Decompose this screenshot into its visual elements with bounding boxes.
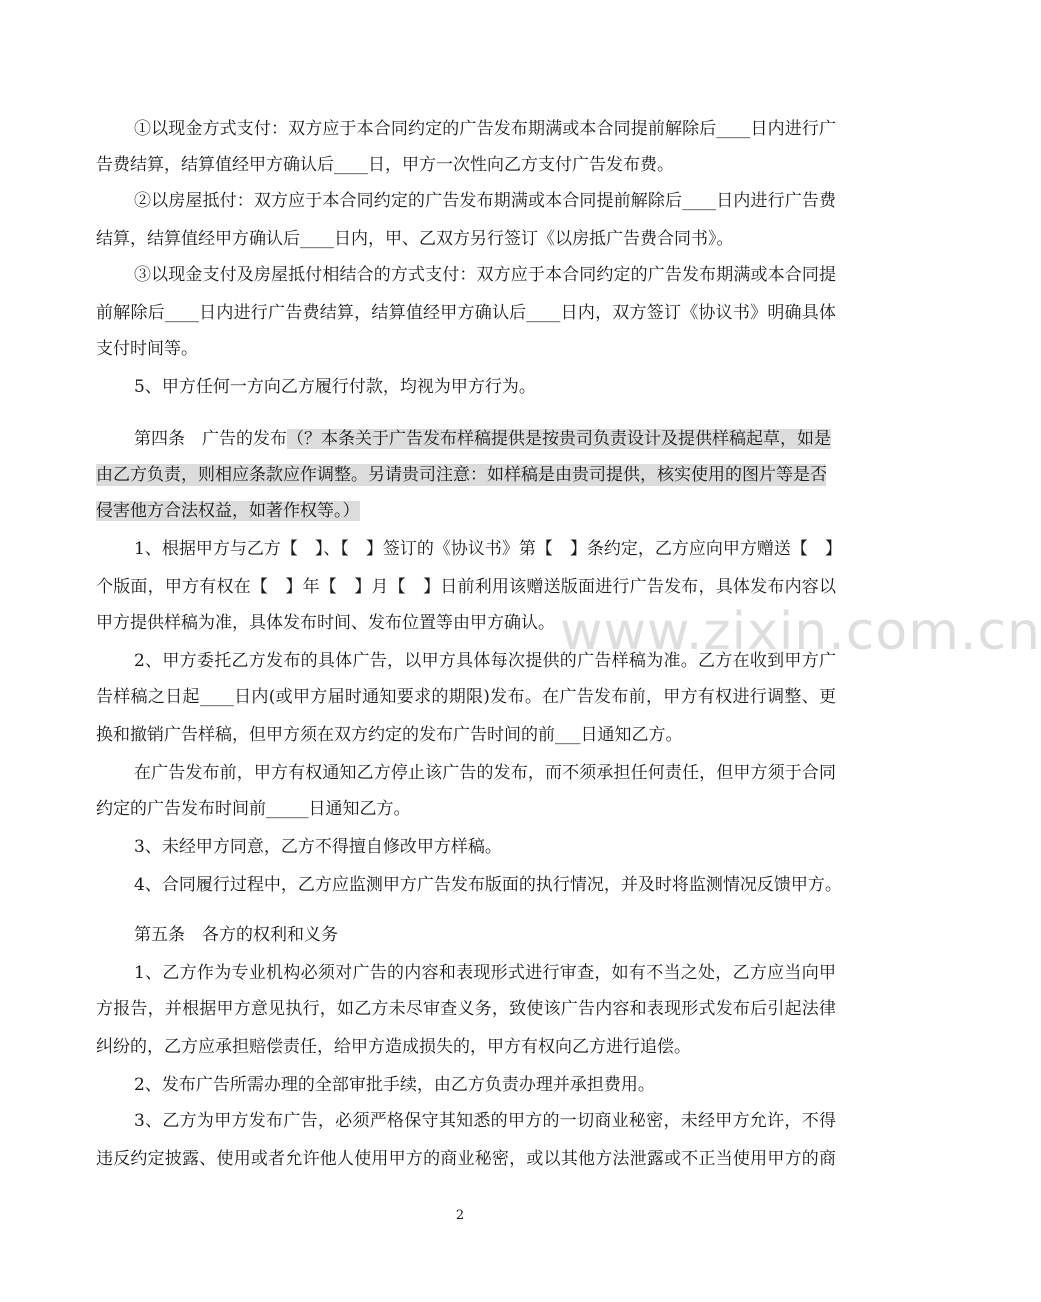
text-line: 换和撤销广告样稿，但甲方须在双方约定的发布广告时间的前___日通知乙方。 <box>96 725 683 745</box>
text-line: 告费结算，结算值经甲方确认后____日，甲方一次性向乙方支付广告发布费。 <box>96 155 674 175</box>
text-line: 纠纷的，乙方应承担赔偿责任，给甲方造成损失的，甲方有权向乙方进行追偿。 <box>96 1037 691 1057</box>
article-5-heading: 第五条 各方的权利和义务 <box>134 925 338 945</box>
text-line: 5、甲方任何一方向乙方履行付款，均视为甲方行为。 <box>134 377 536 397</box>
text-line: 2、甲方委托乙方发布的具体广告，以甲方具体每次提供的广告样稿为准。乙方在收到甲方广 <box>134 651 836 671</box>
text-line: 个版面，甲方有权在【 】年【 】月【 】日前利用该赠送版面进行广告发布，具体发布内容以 <box>96 577 836 597</box>
article-4-title: 第四条 广告的发布 <box>134 429 287 449</box>
text-line-highlighted: 由乙方负责，则相应条款应作调整。另请贵司注意：如样稿是由贵司提供，核实使用的图片等是否 <box>96 465 827 485</box>
article-4-note: （？本条关于广告发布样稿提供是按贵司负责设计及提供样稿起草，如是 <box>287 429 831 449</box>
article-4-heading <box>134 428 831 450</box>
text-line: 1、乙方作为专业机构必须对广告的内容和表现形式进行审查，如有不当之处，乙方应当向甲 <box>134 963 836 983</box>
text-line: ①以现金方式支付：双方应于本合同约定的广告发布期满或本合同提前解除后____日内进行广 <box>134 119 836 139</box>
text-line: 在广告发布前，甲方有权通知乙方停止该广告的发布，而不须承担任何责任，但甲方须于合同 <box>134 763 836 783</box>
text-line: ③以现金支付及房屋抵付相结合的方式支付：双方应于本合同约定的广告发布期满或本合同提 <box>134 265 836 285</box>
text-line: 告样稿之日起____日内(或甲方届时通知要求的期限)发布。在广告发布前，甲方有权进行调整、更 <box>96 687 836 707</box>
text-line: 1、根据甲方与乙方【 】、【 】签订的《协议书》第【 】条约定，乙方应向甲方赠送【 】 <box>134 539 842 559</box>
text-line-highlighted: 侵害他方合法权益，如著作权等。） <box>96 501 360 521</box>
text-line: 2、发布广告所需办理的全部审批手续，由乙方负责办理并承担费用。 <box>134 1075 655 1095</box>
text-line: 约定的广告发布时间前_____日通知乙方。 <box>96 799 411 819</box>
text-line: 4、合同履行过程中，乙方应监测甲方广告发布版面的执行情况，并及时将监测情况反馈甲方。 <box>134 875 842 895</box>
text-line: ②以房屋抵付：双方应于本合同约定的广告发布期满或本合同提前解除后____日内进行广告费 <box>134 191 836 211</box>
text-line: 违反约定披露、使用或者允许他人使用甲方的商业秘密，或以其他方法泄露或不正当使用甲方的商 <box>96 1149 836 1169</box>
page-number: 2 <box>455 1208 465 1223</box>
text-line: 前解除后____日内进行广告费结算，结算值经甲方确认后____日内，双方签订《协议书》明确具体 <box>96 303 836 323</box>
text-line: 方报告，并根据甲方意见执行，如乙方未尽审查义务，致使该广告内容和表现形式发布后引起法律 <box>96 999 836 1019</box>
watermark: www.zixin.com.cn <box>560 602 1041 662</box>
text-line: 3、乙方为甲方发布广告，必须严格保守其知悉的甲方的一切商业秘密，未经甲方允许，不得 <box>134 1111 836 1131</box>
text-line: 3、未经甲方同意，乙方不得擅自修改甲方样稿。 <box>134 837 502 857</box>
text-line: 结算，结算值经甲方确认后____日内，甲、乙双方另行签订《以房抵广告费合同书》。 <box>96 229 734 249</box>
text-line: 支付时间等。 <box>96 339 198 359</box>
text-line: 甲方提供样稿为准，具体发布时间、发布位置等由甲方确认。 <box>96 613 555 633</box>
